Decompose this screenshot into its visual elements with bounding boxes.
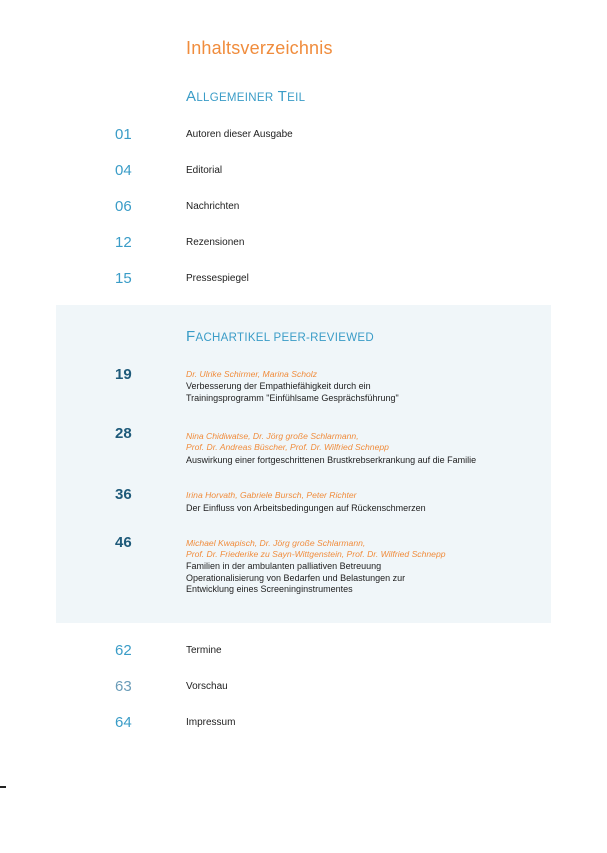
page-title: Inhaltsverzeichnis bbox=[186, 38, 333, 58]
section-title-general-second-rest: EIL bbox=[287, 92, 306, 104]
article-authors bbox=[186, 538, 446, 560]
page-number: 46 bbox=[115, 534, 132, 551]
page-number: 06 bbox=[115, 198, 132, 215]
author-line: Dr. Ulrike Schirmer, Marina Scholz bbox=[186, 369, 318, 379]
page-number: 12 bbox=[115, 234, 132, 251]
author-line: Prof. Dr. Friederike zu Sayn-Wittgenstein, Prof. Dr. Wilfried Schnepp bbox=[186, 549, 446, 559]
title-line: Entwicklung eines Screeninginstrumentes bbox=[186, 584, 353, 594]
title-line: Der Einfluss von Arbeitsbedingungen auf Rückenschmerzen bbox=[186, 503, 426, 513]
page-number: 19 bbox=[115, 366, 132, 383]
article-title bbox=[186, 561, 405, 596]
page-number: 63 bbox=[115, 678, 132, 695]
entry-label: Impressum bbox=[186, 717, 236, 728]
entry-label: Editorial bbox=[186, 165, 223, 176]
author-line: Irina Horvath, Gabriele Bursch, Peter Richter bbox=[186, 490, 357, 500]
entry-label: Nachrichten bbox=[186, 201, 240, 212]
crop-mark bbox=[0, 786, 6, 788]
entry-label: Rezensionen bbox=[186, 237, 245, 248]
section-title-peer bbox=[186, 328, 374, 345]
section-title-general-rest: LLGEMEINER bbox=[196, 92, 274, 104]
entry-label: Termine bbox=[186, 645, 222, 656]
entry-label: Pressespiegel bbox=[186, 273, 249, 284]
page-number: 15 bbox=[115, 270, 132, 287]
title-line: Trainingsprogramm "Einfühlsame Gesprächsführung" bbox=[186, 392, 399, 403]
title-line: Familien in der ambulanten palliativen Betreuung bbox=[186, 561, 382, 571]
article-title bbox=[186, 455, 476, 467]
title-line: Operationalisierung von Bedarfen und Belastungen zur bbox=[186, 572, 406, 583]
page-number: 64 bbox=[115, 714, 132, 731]
author-line: Prof. Dr. Andreas Büscher, Prof. Dr. Wilfried Schnepp bbox=[186, 442, 389, 452]
entry-label: Vorschau bbox=[186, 681, 228, 692]
page-number: 28 bbox=[115, 425, 132, 442]
author-line: Michael Kwapisch, Dr. Jörg große Schlarmann, bbox=[186, 538, 366, 548]
page-number: 04 bbox=[115, 162, 132, 179]
entry-label: Autoren dieser Ausgabe bbox=[186, 129, 293, 140]
section-title-peer-first: F bbox=[186, 328, 196, 345]
title-line: Verbesserung der Empathiefähigkeit durch ein bbox=[186, 381, 371, 391]
article-title bbox=[186, 503, 426, 515]
page-number: 62 bbox=[115, 642, 132, 659]
section-title-general-first: A bbox=[186, 88, 197, 105]
page-number: 01 bbox=[115, 126, 132, 143]
author-line: Nina Chidiwatse, Dr. Jörg große Schlarmann, bbox=[186, 431, 359, 441]
article-authors bbox=[186, 369, 317, 380]
article-authors bbox=[186, 490, 357, 501]
section-title-general-second-first: T bbox=[277, 88, 288, 105]
section-title-peer-rest: ACHARTIKEL PEER-REVIEWED bbox=[195, 332, 374, 344]
title-line: Auswirkung einer fortgeschrittenen Brustkrebserkrankung auf die Familie bbox=[186, 455, 477, 465]
article-title bbox=[186, 381, 399, 404]
article-authors bbox=[186, 431, 389, 453]
section-title-general bbox=[186, 88, 305, 105]
page-number: 36 bbox=[115, 486, 132, 503]
